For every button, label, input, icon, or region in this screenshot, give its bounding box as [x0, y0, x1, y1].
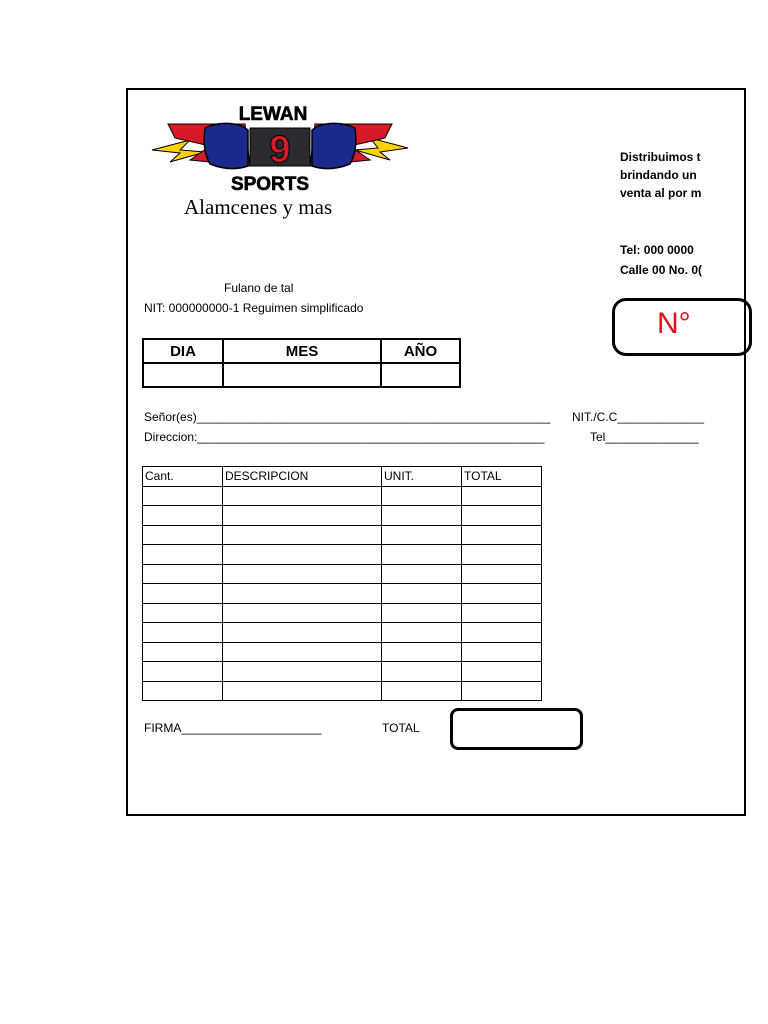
- date-header-year: AÑO: [381, 339, 460, 363]
- item-descripcion-cell[interactable]: [223, 525, 382, 545]
- table-row: [143, 486, 542, 506]
- customer-tel-field[interactable]: Tel______________: [590, 430, 699, 444]
- item-unit-cell[interactable]: [382, 642, 462, 662]
- items-header-row: [143, 467, 542, 487]
- item-descripcion-cell[interactable]: [223, 506, 382, 526]
- item-total-cell[interactable]: [462, 623, 542, 643]
- tagline: Alamcenes y mas: [184, 195, 333, 219]
- header-unit: UNIT.: [382, 467, 462, 487]
- item-unit-cell[interactable]: [382, 681, 462, 701]
- logo-top-text: LEWAN: [238, 104, 308, 124]
- date-header-day: DIA: [143, 339, 223, 363]
- intro-line-1: Distribuimos t: [620, 150, 701, 164]
- item-total-cell[interactable]: [462, 584, 542, 604]
- table-row: [143, 584, 542, 604]
- table-row: [143, 662, 542, 682]
- date-day-cell[interactable]: [143, 363, 223, 387]
- issuer-name: Fulano de tal: [224, 281, 294, 295]
- header-descripcion: DESCRIPCION: [223, 467, 382, 487]
- contact-tel: Tel: 000 0000: [620, 243, 694, 257]
- logo-bottom-text: SPORTS: [230, 174, 310, 194]
- item-cant-cell[interactable]: [143, 525, 223, 545]
- logo-number: 9: [269, 129, 291, 171]
- item-unit-cell[interactable]: [382, 662, 462, 682]
- item-cant-cell[interactable]: [143, 545, 223, 565]
- customer-nit-field[interactable]: NIT./C.C_____________: [572, 410, 705, 424]
- item-cant-cell[interactable]: [143, 681, 223, 701]
- header-cant: Cant.: [143, 467, 223, 487]
- signature-field[interactable]: FIRMA_____________________: [144, 721, 322, 735]
- customer-name-field[interactable]: Señor(es)_____________________________________________________: [144, 410, 551, 424]
- right-fist-icon: [312, 123, 356, 168]
- items-table: [142, 466, 542, 701]
- item-unit-cell[interactable]: [382, 603, 462, 623]
- logo-top-word: [238, 100, 308, 124]
- invoice-number-label: N°: [657, 307, 691, 340]
- item-unit-cell[interactable]: [382, 564, 462, 584]
- total-value-box[interactable]: [450, 708, 583, 750]
- table-row: [143, 545, 542, 565]
- item-cant-cell[interactable]: [143, 506, 223, 526]
- item-cant-cell[interactable]: [143, 642, 223, 662]
- date-header-month: MES: [223, 339, 381, 363]
- table-row: [143, 525, 542, 545]
- item-total-cell[interactable]: [462, 486, 542, 506]
- item-total-cell[interactable]: [462, 662, 542, 682]
- item-descripcion-cell[interactable]: [223, 662, 382, 682]
- item-descripcion-cell[interactable]: [223, 486, 382, 506]
- item-cant-cell[interactable]: [143, 486, 223, 506]
- item-total-cell[interactable]: [462, 545, 542, 565]
- item-cant-cell[interactable]: [143, 623, 223, 643]
- intro-line-2: brindando un: [620, 168, 697, 182]
- item-total-cell[interactable]: [462, 506, 542, 526]
- item-descripcion-cell[interactable]: [223, 681, 382, 701]
- item-cant-cell[interactable]: [143, 603, 223, 623]
- contact-address: Calle 00 No. 0(: [620, 263, 703, 277]
- item-unit-cell[interactable]: [382, 506, 462, 526]
- item-unit-cell[interactable]: [382, 584, 462, 604]
- item-descripcion-cell[interactable]: [223, 603, 382, 623]
- customer-address-field[interactable]: Direccion:____________________________________________________: [144, 430, 545, 444]
- item-total-cell[interactable]: [462, 564, 542, 584]
- table-row: [143, 603, 542, 623]
- header-total: TOTAL: [462, 467, 542, 487]
- table-row: [143, 681, 542, 701]
- logo-bottom-word: [230, 170, 310, 194]
- item-descripcion-cell[interactable]: [223, 545, 382, 565]
- item-unit-cell[interactable]: [382, 525, 462, 545]
- item-total-cell[interactable]: [462, 642, 542, 662]
- item-cant-cell[interactable]: [143, 564, 223, 584]
- issuer-nit: NIT: 000000000-1 Reguimen simplificado: [144, 301, 364, 315]
- item-cant-cell[interactable]: [143, 662, 223, 682]
- table-row: [143, 506, 542, 526]
- table-row: [143, 642, 542, 662]
- item-descripcion-cell[interactable]: [223, 623, 382, 643]
- item-total-cell[interactable]: [462, 603, 542, 623]
- item-total-cell[interactable]: [462, 525, 542, 545]
- item-total-cell[interactable]: [462, 681, 542, 701]
- item-descripcion-cell[interactable]: [223, 642, 382, 662]
- item-cant-cell[interactable]: [143, 584, 223, 604]
- left-fist-icon: [204, 123, 248, 168]
- invoice-number-box: [612, 298, 752, 356]
- item-unit-cell[interactable]: [382, 545, 462, 565]
- date-year-cell[interactable]: [381, 363, 460, 387]
- intro-line-3: venta al por m: [620, 186, 702, 200]
- item-unit-cell[interactable]: [382, 623, 462, 643]
- table-row: [143, 564, 542, 584]
- item-descripcion-cell[interactable]: [223, 584, 382, 604]
- date-month-cell[interactable]: [223, 363, 381, 387]
- date-table: [142, 338, 461, 388]
- total-label: TOTAL: [382, 721, 420, 735]
- item-unit-cell[interactable]: [382, 486, 462, 506]
- table-row: [143, 623, 542, 643]
- item-descripcion-cell[interactable]: [223, 564, 382, 584]
